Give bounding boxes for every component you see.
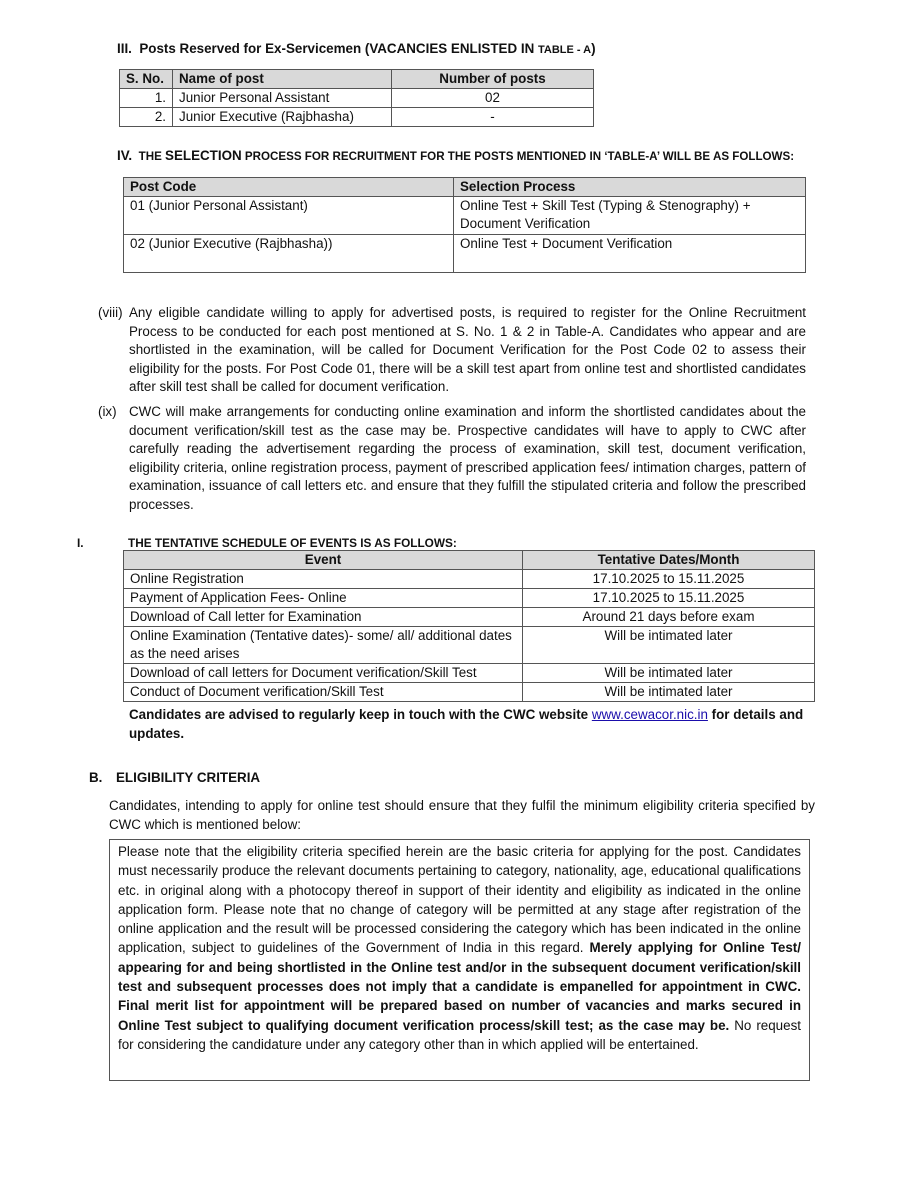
col-name-of-post: Name of post: [173, 70, 392, 89]
col-number-of-posts: Number of posts: [392, 70, 594, 89]
section-3-heading: [117, 41, 596, 56]
section-4-title-b: SELECTION: [165, 148, 242, 163]
section-3-title: Posts Reserved for Ex-Servicemen (VACANCIES ENLISTED IN: [139, 41, 538, 56]
section-4-number: IV.: [117, 148, 133, 163]
paragraph-viii: [98, 304, 806, 397]
eligibility-intro: Candidates, intending to apply for online test should ensure that they fulfil the minimum eligibility criteria specified by CWC which is mentioned below:: [109, 798, 815, 832]
table-header-row: [120, 70, 594, 89]
cell-sno: 2.: [120, 108, 173, 127]
cell-count: 02: [392, 89, 594, 108]
eligibility-number: B.: [89, 770, 103, 785]
cell-date: 17.10.2025 to 15.11.2025: [523, 589, 815, 608]
notice-bold-text: Merely applying for Online Test/ appearing for and being shortlisted in the Online test and/or in the subsequent document verification/skill test and subsequent processes does not imply that a candidate is empanelled for appointment in CWC. Final merit list for appointment will be prepared based on number of vacancies and marks secured in Online Test subject to qualifying document verification process/skill test; as the case may be.: [118, 940, 801, 1033]
table-row: [124, 589, 815, 608]
table-row: [124, 570, 815, 589]
cell-selection-process: Online Test + Skill Test (Typing & Stenography) + Document Verification: [454, 197, 806, 235]
cell-post: Junior Executive (Rajbhasha): [173, 108, 392, 127]
table-row: [124, 608, 815, 627]
cell-event: Online Registration: [124, 570, 523, 589]
cell-event: Conduct of Document verification/Skill Test: [124, 683, 523, 702]
cell-post-code: 01 (Junior Personal Assistant): [124, 197, 454, 235]
table-row: [120, 89, 594, 108]
cell-date: Will be intimated later: [523, 683, 815, 702]
cell-sno: 1.: [120, 89, 173, 108]
table-header-row: [124, 178, 806, 197]
cell-post-code: 02 (Junior Executive (Rajbhasha)): [124, 235, 454, 273]
cell-date: Will be intimated later: [523, 627, 815, 664]
table-row: [120, 108, 594, 127]
cell-count: -: [392, 108, 594, 127]
table-header-row: [124, 551, 815, 570]
schedule-number: I.: [77, 536, 84, 550]
table-row: [124, 197, 806, 235]
section-4-title-a: THE: [138, 150, 166, 163]
eligibility-notice-box: [109, 839, 810, 1081]
cell-event: Online Examination (Tentative dates)- some/ all/ additional dates as the need arises: [124, 627, 523, 664]
paragraph-text: CWC will make arrangements for conducting online examination and inform the shortlisted candidates about the document verification/skill test as the case may be. Prospective candidates will have to apply to CWC after carefully reading the advertisement regarding the process of examination, skill test, document verification, eligibility criteria, online registration process, payment of prescribed application fees/ intimation charges, pattern of examination, issuance of call letters etc. and ensure that they fulfill the stipulated criteria and follow the prescribed processes.: [129, 404, 806, 512]
table-row: [124, 627, 815, 664]
col-dates: Tentative Dates/Month: [523, 551, 815, 570]
schedule-title: THE TENTATIVE SCHEDULE OF EVENTS IS AS FOLLOWS:: [128, 536, 457, 550]
col-selection-process: Selection Process: [454, 178, 806, 197]
section-4-heading: [117, 148, 794, 163]
cell-selection-process: Online Test + Document Verification: [454, 235, 806, 273]
section-4-title-c: PROCESS FOR RECRUITMENT FOR THE POSTS MENTIONED IN ‘TABLE-A’ WILL BE AS FOLLOWS:: [241, 150, 795, 163]
schedule-table: [123, 550, 815, 702]
schedule-note: [129, 705, 819, 743]
paragraph-number: (viii): [98, 305, 123, 320]
table-row: [124, 664, 815, 683]
cell-date: Will be intimated later: [523, 664, 815, 683]
table-row: [124, 235, 806, 273]
selection-process-table: [123, 177, 806, 273]
col-sno: S. No.: [120, 70, 173, 89]
note-text: Candidates are advised to regularly keep in touch with the CWC website: [129, 707, 592, 722]
section-3-number: III.: [117, 41, 132, 56]
paragraph-number: (ix): [98, 404, 117, 419]
eligibility-title: ELIGIBILITY CRITERIA: [116, 770, 261, 785]
cell-event: Download of Call letter for Examination: [124, 608, 523, 627]
col-post-code: Post Code: [124, 178, 454, 197]
cell-date: Around 21 days before exam: [523, 608, 815, 627]
col-event: Event: [124, 551, 523, 570]
paragraph-ix: [98, 403, 806, 515]
cell-event: Download of call letters for Document verification/Skill Test: [124, 664, 523, 683]
cwc-website-link[interactable]: www.cewacor.nic.in: [591, 707, 708, 722]
note-text-end: for details and updates.: [129, 707, 804, 741]
notice-text-1: Please note that the eligibility criteria specified herein are the basic criteria for applying for the post. Candidates must necessarily produce the relevant documents pertaining to category, nationality, age, educational qualifications etc. in original along with a photocopy thereof in support of their identity and eligibility as indicated in the online application form. Please note that no change of category will be permitted at any stage after registration of the online application and the result will be processed considering the category which has been indicated in the online application, subject to guidelines of the Government of India in this regard.: [118, 844, 801, 956]
section-3-title-small: TABLE - A: [537, 44, 592, 56]
section-3-title-end: ): [591, 41, 596, 56]
ex-servicemen-table: [119, 69, 594, 127]
cell-date: 17.10.2025 to 15.11.2025: [523, 570, 815, 589]
cell-post: Junior Personal Assistant: [173, 89, 392, 108]
table-row: [124, 683, 815, 702]
paragraph-text: Any eligible candidate willing to apply for advertised posts, is required to register for the Online Recruitment Process to be conducted for each post mentioned at S. No. 1 & 2 in Table-A. Candidates who appear and are shortlisted in the examination, will be called for Document Verification for the Post Code 02 to assess their eligibility for the posts. For Post Code 01, there will be a skill test apart from online test and shortlisted candidates after skill test shall be called for document verification.: [129, 305, 806, 395]
notice-text-2: No request for considering the candidature under any category other than in which applied will be entertained.: [118, 1017, 801, 1052]
cell-event: Payment of Application Fees- Online: [124, 589, 523, 608]
